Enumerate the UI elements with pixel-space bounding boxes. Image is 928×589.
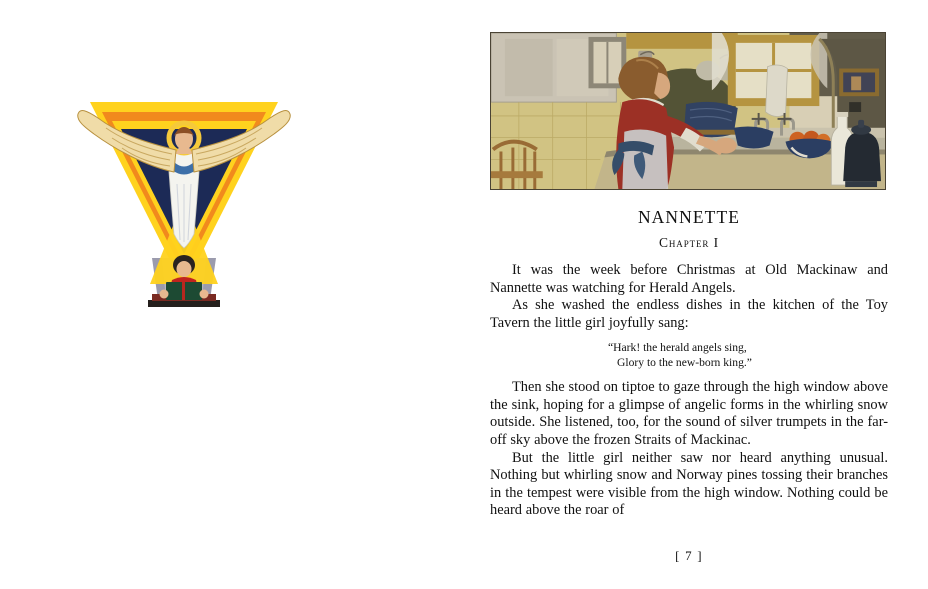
paragraph-1: It was the week before Christmas at Old Mackinaw and Nannette was watching for Herald Angels.: [490, 262, 888, 296]
kitchen-scene-graphic: [491, 33, 885, 189]
book-spine: [182, 282, 185, 300]
verse-line-2: Glory to the new-born king.”: [617, 355, 752, 369]
page-number: [ 7 ]: [675, 548, 703, 563]
child-hand-left: [160, 290, 169, 299]
kitchen-scene-illustration: [490, 32, 886, 190]
chapter-label: Chapter I: [659, 235, 719, 251]
illuminated-initial-illustration: [76, 88, 292, 320]
verse-line-1: “Hark! the herald angels sing,: [608, 341, 747, 355]
pedestal-plinth: [148, 300, 220, 307]
child-face: [177, 261, 192, 277]
paragraph-4: But the little girl neither saw nor heard anything unusual. Nothing but whirling snow and Norway pines tossing their branches in the tempest were visible from the high window. Nothing could be heard above the roar of: [490, 449, 888, 519]
illuminated-letter-v-graphic: [76, 88, 292, 320]
aged-overlay: [491, 33, 885, 189]
verse-block: [490, 341, 888, 370]
story-text-column: [490, 208, 888, 520]
child-hand-right: [200, 290, 209, 299]
paragraph-2: As she washed the endless dishes in the kitchen of the Toy Tavern the little girl joyfully sang:: [490, 297, 888, 331]
story-title: NANNETTE: [637, 207, 741, 227]
right-page: [490, 32, 888, 572]
paragraph-3: Then she stood on tiptoe to gaze through the high window above the sink, hoping for a glimpse of angelic forms in the whirling snow outside. She listened, too, for the sound of silver trumpets in the far-off sky above the frozen Straits of Mackinac.: [490, 379, 888, 449]
